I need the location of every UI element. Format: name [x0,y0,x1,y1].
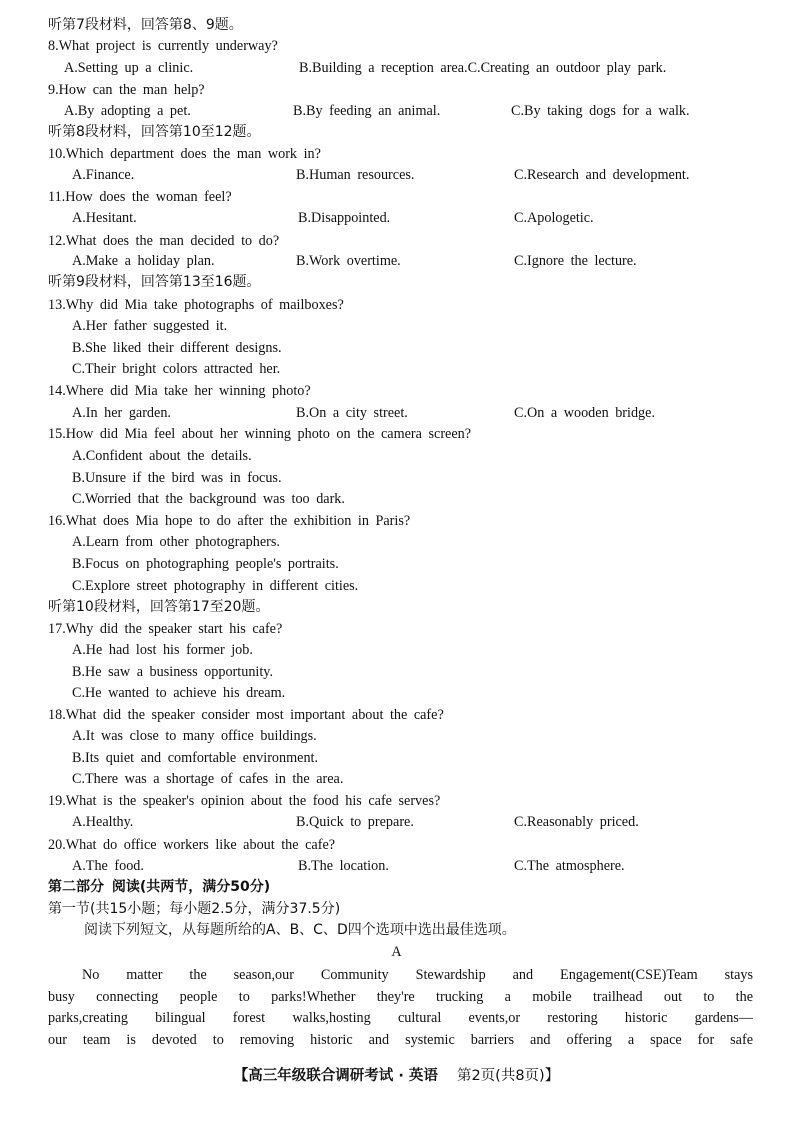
question-8-options [64,58,769,79]
footer-title: 【高三年级联合调研考试 · 英语 [233,1068,438,1084]
question-9: 9.How can the man help? [48,82,205,98]
option-a: A.The food. [72,858,144,874]
question-9-options [64,101,769,122]
passage-line: parks,creating bilingual forest walks,hosting cultural events,or restoring historic gardens— [48,1010,753,1026]
option-a: A.Setting up a clinic. [64,60,194,76]
question-10-options [72,165,777,186]
option-c: C.On a wooden bridge. [514,405,655,421]
option-a: A.Learn from other photographers. [72,534,280,550]
option-b: B.Focus on photographing people's portraits. [72,556,339,572]
option-c: C.Creating an outdoor play park. [467,60,667,76]
option-a: A.Her father suggested it. [72,318,228,334]
option-a: A.Make a holiday plan. [72,253,215,269]
section-heading: 听第10段材料，回答第17至20题。 [48,599,270,615]
question-16: 16.What does Mia hope to do after the exhibition in Paris? [48,513,411,529]
passage-line: busy connecting people to parks!Whether they're trucking a mobile trailhead out to the [48,989,753,1005]
section-heading: 听第7段材料，回答第8、9题。 [48,17,243,33]
option-c: C.The atmosphere. [514,858,625,874]
question-13: 13.Why did Mia take photographs of mailboxes? [48,297,344,313]
option-a: A.Healthy. [72,814,134,830]
option-a: A.It was close to many office buildings. [72,728,317,744]
question-12: 12.What does the man decided to do? [48,233,280,249]
section-heading: 听第8段材料，回答第10至12题。 [48,124,261,140]
option-b: B.Its quiet and comfortable environment. [72,750,319,766]
question-15: 15.How did Mia feel about her winning photo on the camera screen? [48,426,472,442]
option-a: A.In her garden. [72,405,171,421]
option-b: B.Unsure if the bird was in focus. [72,470,282,486]
option-b: B.The location. [298,858,389,874]
question-11: 11.How does the woman feel? [48,189,232,205]
question-19-options [72,812,777,833]
option-b: B.He saw a business opportunity. [72,664,274,680]
option-b: B.On a city street. [296,405,408,421]
option-c: C.Reasonably priced. [514,814,639,830]
option-c: C.Research and development. [514,167,690,183]
question-19: 19.What is the speaker's opinion about the food his cafe serves? [48,793,441,809]
question-8: 8.What project is currently underway? [48,38,278,54]
passage-line: our team is devoted to removing historic and systemic barriers and offering a space for safe [48,1032,753,1048]
section-heading: 听第9段材料，回答第13至16题。 [48,274,261,290]
passage-label: A [391,944,402,960]
question-20: 20.What do office workers like about the cafe? [48,837,336,853]
question-18: 18.What did the speaker consider most important about the cafe? [48,707,444,723]
option-a: A.Confident about the details. [72,448,252,464]
question-14: 14.Where did Mia take her winning photo? [48,383,311,399]
option-c: C.Their bright colors attracted her. [72,361,281,377]
question-12-options [72,251,777,272]
option-b: B.Work overtime. [296,253,401,269]
option-b: B.She liked their different designs. [72,340,282,356]
option-b: B.By feeding an animal. [293,103,441,119]
option-c: C.He wanted to achieve his dream. [72,685,286,701]
question-10: 10.Which department does the man work in? [48,146,321,162]
option-b: B.Building a reception area. [299,60,468,76]
option-a: A.Hesitant. [72,210,137,226]
question-11-options [72,208,777,229]
option-a: A.Finance. [72,167,135,183]
passage-line: No matter the season,our Community Stewardship and Engagement(CSE)Team stays [82,967,753,983]
option-b: B.Human resources. [296,167,415,183]
option-c: C.Worried that the background was too dark. [72,491,345,507]
option-b: B.Disappointed. [298,210,391,226]
part-two-heading: 第二部分 阅读(共两节，满分50分) [48,879,271,895]
question-17: 17.Why did the speaker start his cafe? [48,621,283,637]
option-b: B.Quick to prepare. [296,814,414,830]
page-footer [0,1064,793,1085]
option-c: C.Ignore the lecture. [514,253,637,269]
question-14-options [72,403,777,424]
option-c: C.Apologetic. [514,210,594,226]
option-c: C.There was a shortage of cafes in the area. [72,771,344,787]
option-c: C.By taking dogs for a walk. [511,103,690,119]
section-one-heading: 第一节(共15小题；每小题2.5分，满分37.5分) [48,901,341,917]
question-20-options [72,856,777,877]
instructions: 阅读下列短文，从每题所给的A、B、C、D四个选项中选出最佳选项。 [84,922,516,938]
option-c: C.Explore street photography in different cities. [72,578,359,594]
option-a: A.By adopting a pet. [64,103,191,119]
option-a: A.He had lost his former job. [72,642,253,658]
footer-page-number: 第2页(共8页)】 [456,1068,560,1084]
